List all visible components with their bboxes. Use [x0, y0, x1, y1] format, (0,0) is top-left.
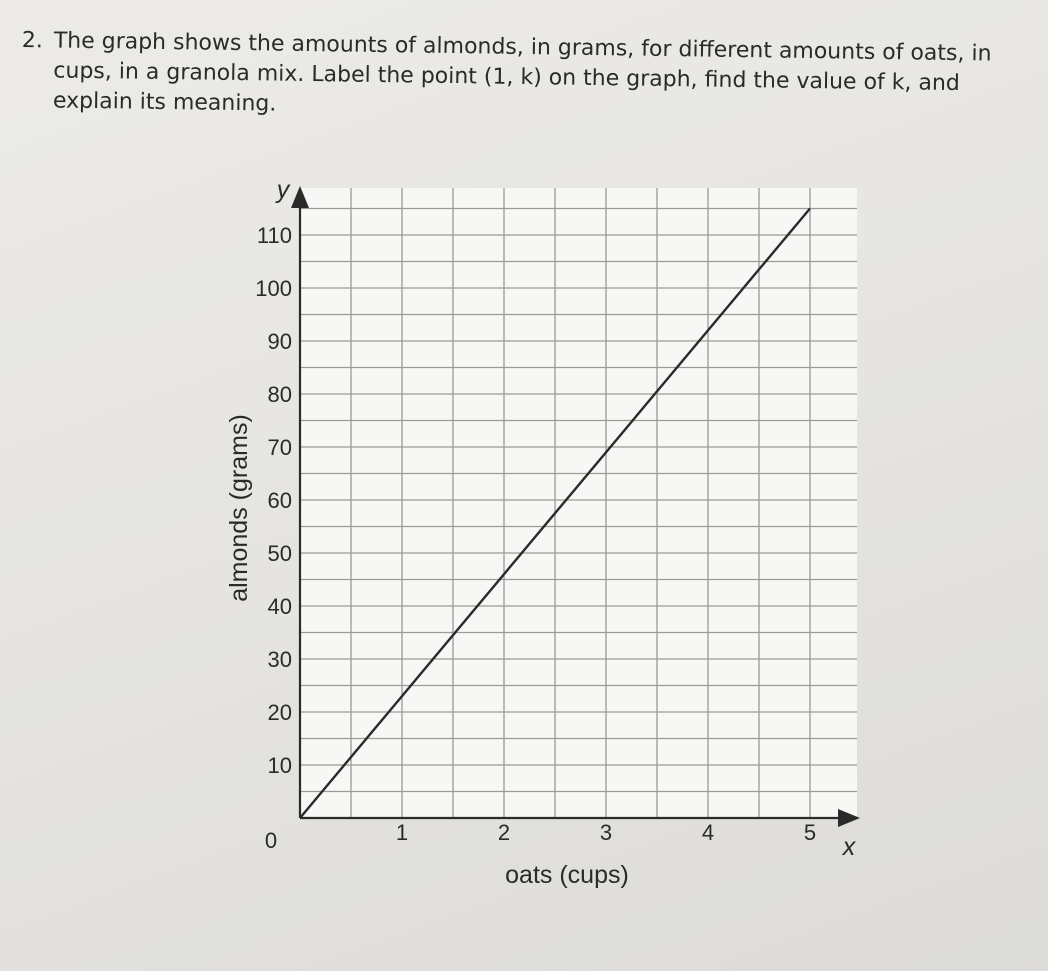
- x-axis-variable: x: [842, 833, 856, 861]
- y-tick-label: 80: [267, 382, 292, 407]
- y-tick-label: 40: [267, 594, 292, 619]
- y-tick-label: 90: [267, 329, 292, 354]
- y-tick-label: 60: [267, 488, 292, 513]
- x-tick-label: 5: [803, 820, 817, 845]
- y-tick-label: 100: [255, 276, 292, 301]
- x-tick-label: 4: [701, 820, 715, 845]
- y-tick-label: 20: [267, 700, 292, 725]
- plot-area: [300, 188, 857, 818]
- y-tick-label: 30: [267, 647, 292, 672]
- x-tick-label: 1: [395, 820, 409, 845]
- problem-number: 2.: [21, 27, 43, 54]
- y-tick-label: 110: [256, 223, 292, 248]
- origin-label: 0: [264, 828, 278, 853]
- y-tick-label: 10: [267, 753, 292, 778]
- y-tick-label: 70: [267, 435, 292, 460]
- x-tick-label: 2: [497, 820, 511, 845]
- problem-text: The graph shows the amounts of almonds, in grams, for different amounts of oats, in cups, in a granola mix. Label the point (1, k) on the graph, find the value of k, and explain its meaning.: [52, 28, 992, 117]
- y-tick-label: 50: [267, 541, 292, 566]
- x-tick-label: 3: [599, 820, 613, 845]
- y-axis-title: almonds (grams): [225, 414, 253, 602]
- x-axis-title: oats (cups): [505, 861, 629, 889]
- y-axis-variable: y: [276, 176, 290, 204]
